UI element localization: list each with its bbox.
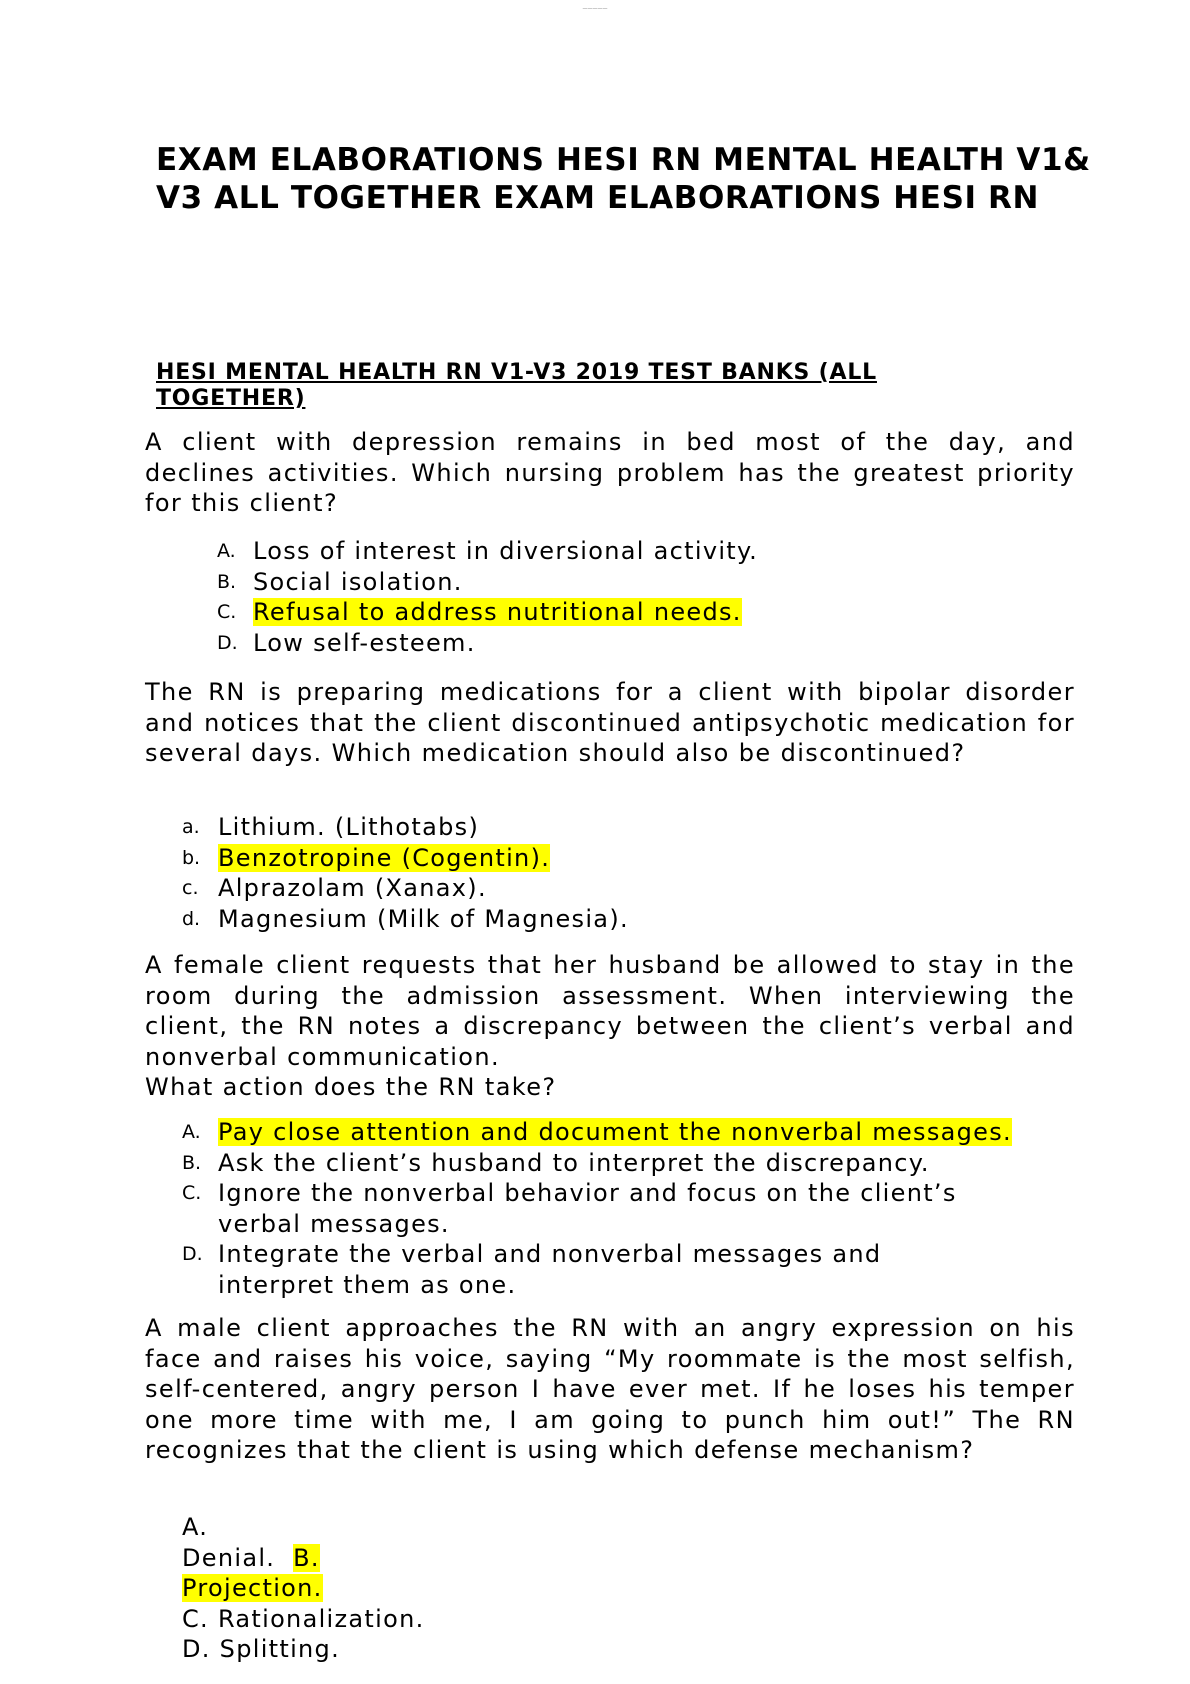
question-3-option-b: B. Ask the client’s husband to interpret the discrepancy. bbox=[182, 1148, 930, 1177]
question-2-option-b: b. Benzotropine (Cogentin). bbox=[182, 843, 551, 872]
question-4-option-b-text bbox=[182, 1573, 582, 1604]
question-1-option-b: B. Social isolation. bbox=[217, 567, 463, 596]
question-4-option-a-letter: A. bbox=[182, 1513, 209, 1541]
section-subtitle: HESI MENTAL HEALTH RN V1-V3 2019 TEST BANKS (ALL TOGETHER) bbox=[156, 360, 877, 411]
question-3-option-c: C. Ignore the nonverbal behavior and focus on the client’s verbal messages. bbox=[182, 1179, 957, 1238]
question-2-option-d: d. Magnesium (Milk of Magnesia). bbox=[182, 904, 629, 933]
question-2-option-c: c. Alprazolam (Xanax). bbox=[182, 874, 487, 902]
question-1-option-c: C. Refusal to address nutritional needs. bbox=[217, 598, 742, 626]
answer-highlight: B. bbox=[293, 1543, 320, 1572]
question-3-option-a: A. Pay close attention and document the nonverbal messages. bbox=[182, 1118, 1012, 1146]
question-1-text: A client with depression remains in bed most of the day, and declines activities. Which nursing problem has the greatest priority for this client? bbox=[145, 428, 1075, 517]
question-2-option-a: a. Lithium. (Lithotabs) bbox=[182, 813, 480, 841]
answer-highlight: Pay close attention and document the nonverbal messages. bbox=[218, 1118, 1012, 1146]
question-3-text: A female client requests that her husband be allowed to stay in the room during the admission assessment. When interviewing the client, the RN notes a discrepancy between the client’s verbal and nonverbal communication. bbox=[145, 951, 1075, 1071]
question-4-option-d: D. Splitting. bbox=[182, 1635, 341, 1663]
document-title: EXAM ELABORATIONS HESI RN MENTAL HEALTH V1& V3 ALL TOGETHER EXAM ELABORATIONS HESI RN bbox=[156, 142, 1091, 216]
question-3-option-d: D. Integrate the verbal and nonverbal messages and interpret them as one. bbox=[182, 1240, 882, 1299]
question-3-options bbox=[182, 1117, 1132, 1300]
question-4-options bbox=[182, 1512, 582, 1665]
question-2-options bbox=[182, 812, 629, 934]
question-1-option-a: A. Loss of interest in diversional activity. bbox=[217, 537, 759, 565]
question-4-text: A male client approaches the RN with an angry expression on his face and raises his voice, saying “My roommate is the most selfish, self-centered, angry person I have ever met. If he loses his temper one more time with me, I am going to punch him out!” The RN recognizes that the client is using which defense mechanism? bbox=[145, 1314, 1075, 1464]
answer-highlight: Benzotropine (Cogentin). bbox=[218, 843, 551, 872]
question-1-options bbox=[217, 536, 758, 658]
answer-highlight: Refusal to address nutritional needs. bbox=[253, 598, 742, 626]
question-2-text: The RN is preparing medications for a client with bipolar disorder and notices that the client discontinued antipsychotic medication for several days. Which medication should also be discontinued? bbox=[145, 678, 1075, 767]
question-4-option-c: C. Rationalization. bbox=[182, 1604, 425, 1633]
answer-highlight: Projection. bbox=[182, 1574, 323, 1602]
question-3-prompt: What action does the RN take? bbox=[145, 1073, 557, 1101]
question-1-option-d: D. Low self-esteem. bbox=[217, 628, 476, 657]
top-mark: ————— bbox=[582, 6, 608, 12]
question-4-line-ab: Denial. B. bbox=[182, 1543, 320, 1572]
